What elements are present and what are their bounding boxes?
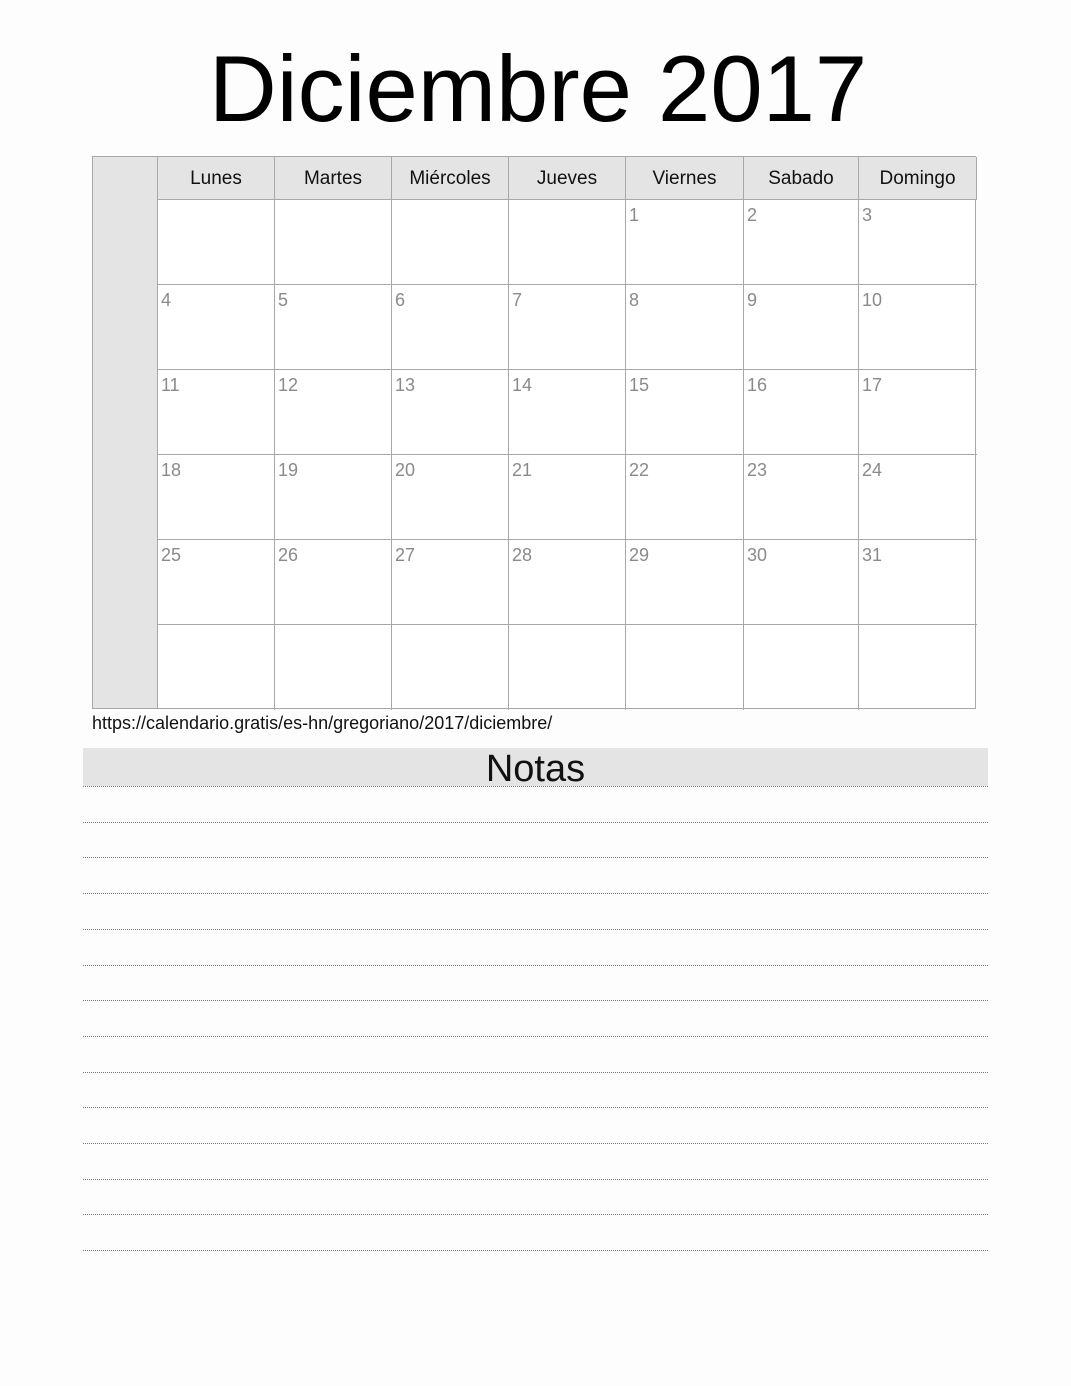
day-number: 18 bbox=[161, 460, 182, 480]
day-number: 8 bbox=[629, 290, 640, 310]
note-line[interactable] bbox=[83, 1143, 988, 1144]
note-line[interactable] bbox=[83, 1250, 988, 1251]
weekday-header: Jueves bbox=[509, 157, 626, 200]
weekday-header: Lunes bbox=[158, 157, 275, 200]
day-cell[interactable] bbox=[275, 540, 392, 625]
day-cell[interactable] bbox=[392, 455, 509, 540]
day-number: 16 bbox=[747, 375, 768, 395]
day-cell[interactable] bbox=[859, 540, 977, 625]
day-number: 25 bbox=[161, 545, 182, 565]
day-number: 3 bbox=[862, 205, 873, 225]
note-line[interactable] bbox=[83, 1179, 988, 1180]
weekday-header: Domingo bbox=[859, 157, 977, 200]
day-cell[interactable] bbox=[275, 200, 392, 285]
day-number: 19 bbox=[278, 460, 299, 480]
day-number: 29 bbox=[629, 545, 650, 565]
day-number: 10 bbox=[862, 290, 883, 310]
note-line[interactable] bbox=[83, 1036, 988, 1037]
day-number: 13 bbox=[395, 375, 416, 395]
day-cell[interactable] bbox=[392, 540, 509, 625]
day-number: 6 bbox=[395, 290, 406, 310]
note-line[interactable] bbox=[83, 1000, 988, 1001]
day-number: 22 bbox=[629, 460, 650, 480]
day-cell[interactable] bbox=[158, 285, 275, 370]
day-number: 1 bbox=[629, 205, 640, 225]
day-number: 17 bbox=[862, 375, 883, 395]
weekday-header: Martes bbox=[275, 157, 392, 200]
note-line[interactable] bbox=[83, 1072, 988, 1073]
weekday-header: Sabado bbox=[744, 157, 859, 200]
day-cell[interactable] bbox=[392, 370, 509, 455]
day-number: 14 bbox=[512, 375, 533, 395]
day-cell[interactable] bbox=[509, 370, 626, 455]
day-number: 11 bbox=[161, 375, 180, 395]
day-number: 27 bbox=[395, 545, 416, 565]
day-cell[interactable] bbox=[158, 540, 275, 625]
day-number: 15 bbox=[629, 375, 650, 395]
note-line[interactable] bbox=[83, 822, 988, 823]
note-line[interactable] bbox=[83, 1107, 988, 1108]
day-cell[interactable] bbox=[275, 625, 392, 710]
day-cell[interactable] bbox=[744, 200, 859, 285]
day-cell[interactable] bbox=[275, 285, 392, 370]
day-number: 9 bbox=[747, 290, 758, 310]
day-cell[interactable] bbox=[509, 540, 626, 625]
day-number: 31 bbox=[862, 545, 883, 565]
note-line[interactable] bbox=[83, 893, 988, 894]
day-cell[interactable] bbox=[275, 370, 392, 455]
day-cell[interactable] bbox=[158, 370, 275, 455]
day-number: 4 bbox=[161, 290, 172, 310]
note-line[interactable] bbox=[83, 857, 988, 858]
day-cell[interactable] bbox=[509, 625, 626, 710]
day-cell[interactable] bbox=[859, 200, 977, 285]
day-cell[interactable] bbox=[158, 200, 275, 285]
day-cell[interactable] bbox=[509, 455, 626, 540]
day-number: 30 bbox=[747, 545, 768, 565]
day-number: 26 bbox=[278, 545, 299, 565]
note-line[interactable] bbox=[83, 1214, 988, 1215]
day-cell[interactable] bbox=[626, 540, 744, 625]
day-cell[interactable] bbox=[859, 285, 977, 370]
day-cell[interactable] bbox=[626, 285, 744, 370]
note-line[interactable] bbox=[83, 786, 988, 787]
day-cell[interactable] bbox=[158, 455, 275, 540]
day-number: 23 bbox=[747, 460, 768, 480]
day-cell[interactable] bbox=[744, 625, 859, 710]
week-side-column bbox=[93, 157, 158, 708]
day-cell[interactable] bbox=[509, 285, 626, 370]
day-cell[interactable] bbox=[626, 370, 744, 455]
day-number: 21 bbox=[512, 460, 533, 480]
day-cell[interactable] bbox=[158, 625, 275, 710]
day-cell[interactable] bbox=[744, 455, 859, 540]
day-cell[interactable] bbox=[859, 455, 977, 540]
day-cell[interactable] bbox=[626, 455, 744, 540]
day-cell[interactable] bbox=[275, 455, 392, 540]
note-line[interactable] bbox=[83, 965, 988, 966]
day-cell[interactable] bbox=[626, 625, 744, 710]
day-cell[interactable] bbox=[392, 200, 509, 285]
day-cell[interactable] bbox=[392, 625, 509, 710]
day-number: 2 bbox=[747, 205, 758, 225]
day-cell[interactable] bbox=[626, 200, 744, 285]
day-cell[interactable] bbox=[744, 540, 859, 625]
day-cell[interactable] bbox=[744, 370, 859, 455]
notes-title: Notas bbox=[83, 748, 988, 786]
day-number: 20 bbox=[395, 460, 416, 480]
note-line[interactable] bbox=[83, 929, 988, 930]
calendar-grid bbox=[92, 156, 976, 709]
day-number: 7 bbox=[512, 290, 523, 310]
day-number: 12 bbox=[278, 375, 299, 395]
weekday-header: Miércoles bbox=[392, 157, 509, 200]
source-url[interactable]: https://calendario.gratis/es-hn/gregoriano/2017/diciembre/ bbox=[92, 713, 553, 733]
day-cell[interactable] bbox=[859, 625, 977, 710]
day-cell[interactable] bbox=[744, 285, 859, 370]
calendar-title: Diciembre 2017 bbox=[208, 36, 868, 141]
day-number: 28 bbox=[512, 545, 533, 565]
day-number: 5 bbox=[278, 290, 289, 310]
day-cell[interactable] bbox=[859, 370, 977, 455]
day-cell[interactable] bbox=[509, 200, 626, 285]
day-cell[interactable] bbox=[392, 285, 509, 370]
day-number: 24 bbox=[862, 460, 883, 480]
weekday-header: Viernes bbox=[626, 157, 744, 200]
